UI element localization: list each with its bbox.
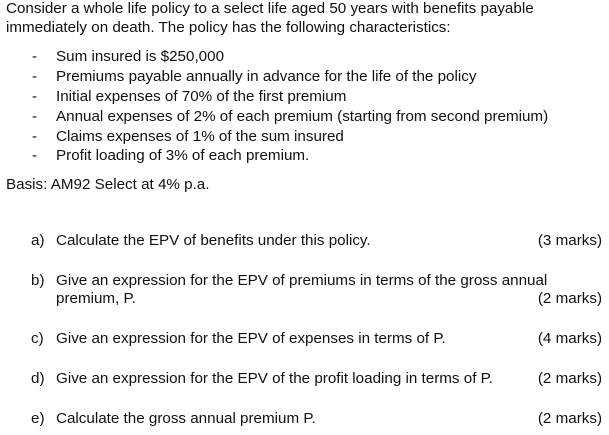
question-text: Give an expression for the EPV of the profit loading in terms of P.: [56, 370, 494, 387]
bullet-dash: -: [32, 147, 38, 164]
question-text: Calculate the EPV of benefits under this policy.: [56, 232, 371, 249]
basis-line: Basis: AM92 Select at 4% p.a.: [6, 176, 210, 193]
question-marks: (2 marks): [537, 370, 602, 387]
bullet-dash: -: [32, 88, 38, 105]
question-text-continued: premium, P.: [56, 290, 136, 307]
bullet-text: Premiums payable annually in advance for the life of the policy: [56, 68, 477, 85]
bullet-text: Profit loading of 3% of each premium.: [56, 147, 310, 164]
bullet-dash: -: [32, 108, 38, 125]
bullet-text: Initial expenses of 70% of the first premium: [56, 88, 347, 105]
question-letter: c): [31, 330, 44, 347]
intro-line-1: Consider a whole life policy to a select life aged 50 years with benefits payable: [6, 0, 534, 17]
bullet-dash: -: [32, 48, 38, 65]
bullet-dash: -: [32, 68, 38, 85]
bullet-text: Sum insured is $250,000: [56, 48, 225, 65]
question-letter: d): [31, 370, 45, 387]
bullet-dash: -: [32, 128, 38, 145]
question-marks: (3 marks): [537, 232, 602, 249]
bullet-text: Annual expenses of 2% of each premium (starting from second premium): [56, 108, 549, 125]
question-letter: a): [31, 232, 45, 249]
question-marks: (2 marks): [537, 290, 602, 307]
question-text: Give an expression for the EPV of premiums in terms of the gross annual: [56, 272, 548, 289]
question-text: Calculate the gross annual premium P.: [56, 410, 316, 427]
question-letter: b): [31, 272, 45, 289]
intro-line-2: immediately on death. The policy has the following characteristics:: [6, 19, 451, 36]
question-marks: (2 marks): [537, 410, 602, 427]
question-text: Give an expression for the EPV of expenses in terms of P.: [56, 330, 446, 347]
question-marks: (4 marks): [537, 330, 602, 347]
bullet-text: Claims expenses of 1% of the sum insured: [56, 128, 344, 145]
question-letter: e): [31, 410, 45, 427]
